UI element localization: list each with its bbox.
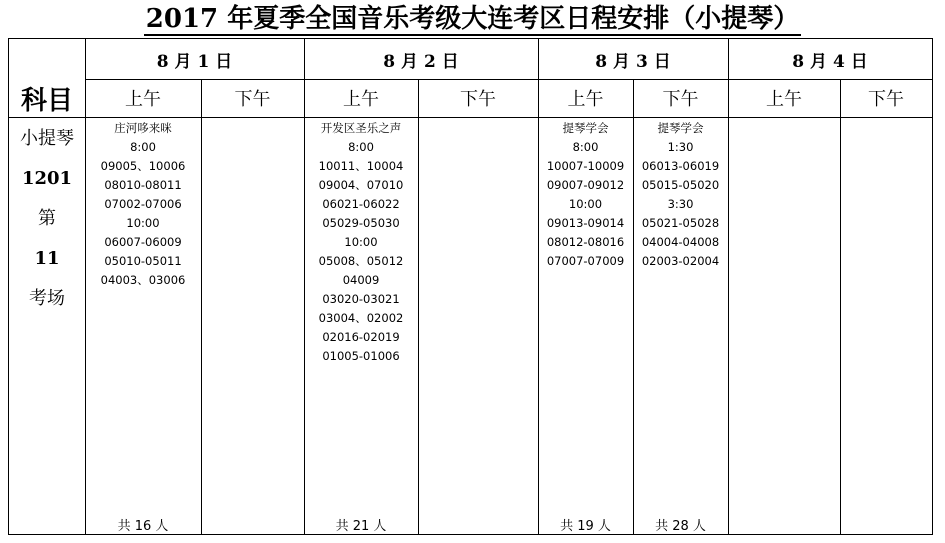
schedule-line: 3:30 [667,197,694,211]
schedule-line: 05015-05020 [641,178,720,192]
schedule-line: 10:00 [126,216,160,230]
schedule-line: 10011、10004 [318,159,404,173]
schedule-line: 04004-04008 [641,235,720,249]
schedule-line: 8:00 [130,140,156,154]
page-title-text: 2017 年夏季全国音乐考级大连考区日程安排（小提琴） [145,4,800,34]
subject-room-suffix: 考场 [29,288,65,309]
schedule-line: 06013-06019 [641,159,720,173]
date-header-aug1: 8 月 1 日 [156,51,233,72]
schedule-line: 01005-01006 [322,349,400,363]
schedule-line: 05008、05012 [318,254,404,268]
schedule-line: 09005、10006 [100,159,186,173]
pm-header: 下午 [234,89,271,110]
schedule-line: 1:30 [667,140,694,154]
schedule-line: 07002-07006 [104,197,182,211]
schedule-line: 02016-02019 [322,330,400,344]
schedule-line: 02003-02004 [641,254,720,268]
schedule-line: 庄河哆来咪 [114,121,172,135]
schedule-table [8,38,933,535]
schedule-line: 10:00 [568,197,603,211]
schedule-aug3-pm [633,119,728,271]
subject-cell [9,119,85,319]
schedule-line: 07007-07009 [546,254,625,268]
schedule-line: 08012-08016 [546,235,625,249]
schedule-aug2-am [304,119,418,366]
date-header-aug4: 8 月 4 日 [792,51,868,72]
pm-header: 下午 [868,89,904,110]
total-aug2-am: 共 21 人 [335,519,387,534]
am-header: 上午 [766,89,802,110]
total-aug3-pm: 共 28 人 [655,519,706,534]
schedule-line: 06007-06009 [104,235,182,249]
total-aug3-am: 共 19 人 [560,519,611,534]
schedule-line: 06021-06022 [322,197,400,211]
schedule-aug3-am [538,119,633,271]
am-header: 上午 [343,89,379,110]
am-header: 上午 [125,89,161,110]
schedule-line: 04003、03006 [100,273,186,287]
column-divider [840,79,841,534]
date-header-aug3: 8 月 3 日 [595,51,671,72]
date-header-aug2: 8 月 2 日 [383,51,459,72]
am-header: 上午 [567,89,604,110]
schedule-line: 开发区圣乐之声 [320,121,402,135]
page-title [0,2,945,36]
subject-room-prefix: 第 [38,208,56,229]
schedule-line: 提琴学会 [562,121,609,135]
schedule-line: 09004、07010 [318,178,404,192]
column-divider [201,79,202,534]
schedule-line: 提琴学会 [657,121,704,135]
schedule-line: 8:00 [572,140,599,154]
pm-header: 下午 [460,89,496,110]
subject-code: 1201 [21,168,73,189]
column-divider [418,79,419,534]
schedule-aug1-am [85,119,201,290]
subject-room-number: 11 [34,248,60,269]
schedule-line: 8:00 [348,140,374,154]
schedule-line: 08010-08011 [104,178,182,192]
schedule-line: 03020-03021 [322,292,400,306]
schedule-line: 04009 [342,273,380,287]
total-aug1-am: 共 16 人 [117,519,169,534]
row-divider [9,117,932,118]
schedule-line: 09007-09012 [546,178,625,192]
schedule-line: 10:00 [344,235,378,249]
pm-header: 下午 [662,89,699,110]
schedule-line: 03004、02002 [318,311,404,325]
schedule-line: 05021-05028 [641,216,720,230]
schedule-line: 05029-05030 [322,216,400,230]
subject-instrument: 小提琴 [20,128,74,149]
schedule-line: 09013-09014 [546,216,625,230]
subject-header: 科目 [20,85,73,116]
schedule-line: 05010-05011 [104,254,182,268]
schedule-line: 10007-10009 [546,159,625,173]
